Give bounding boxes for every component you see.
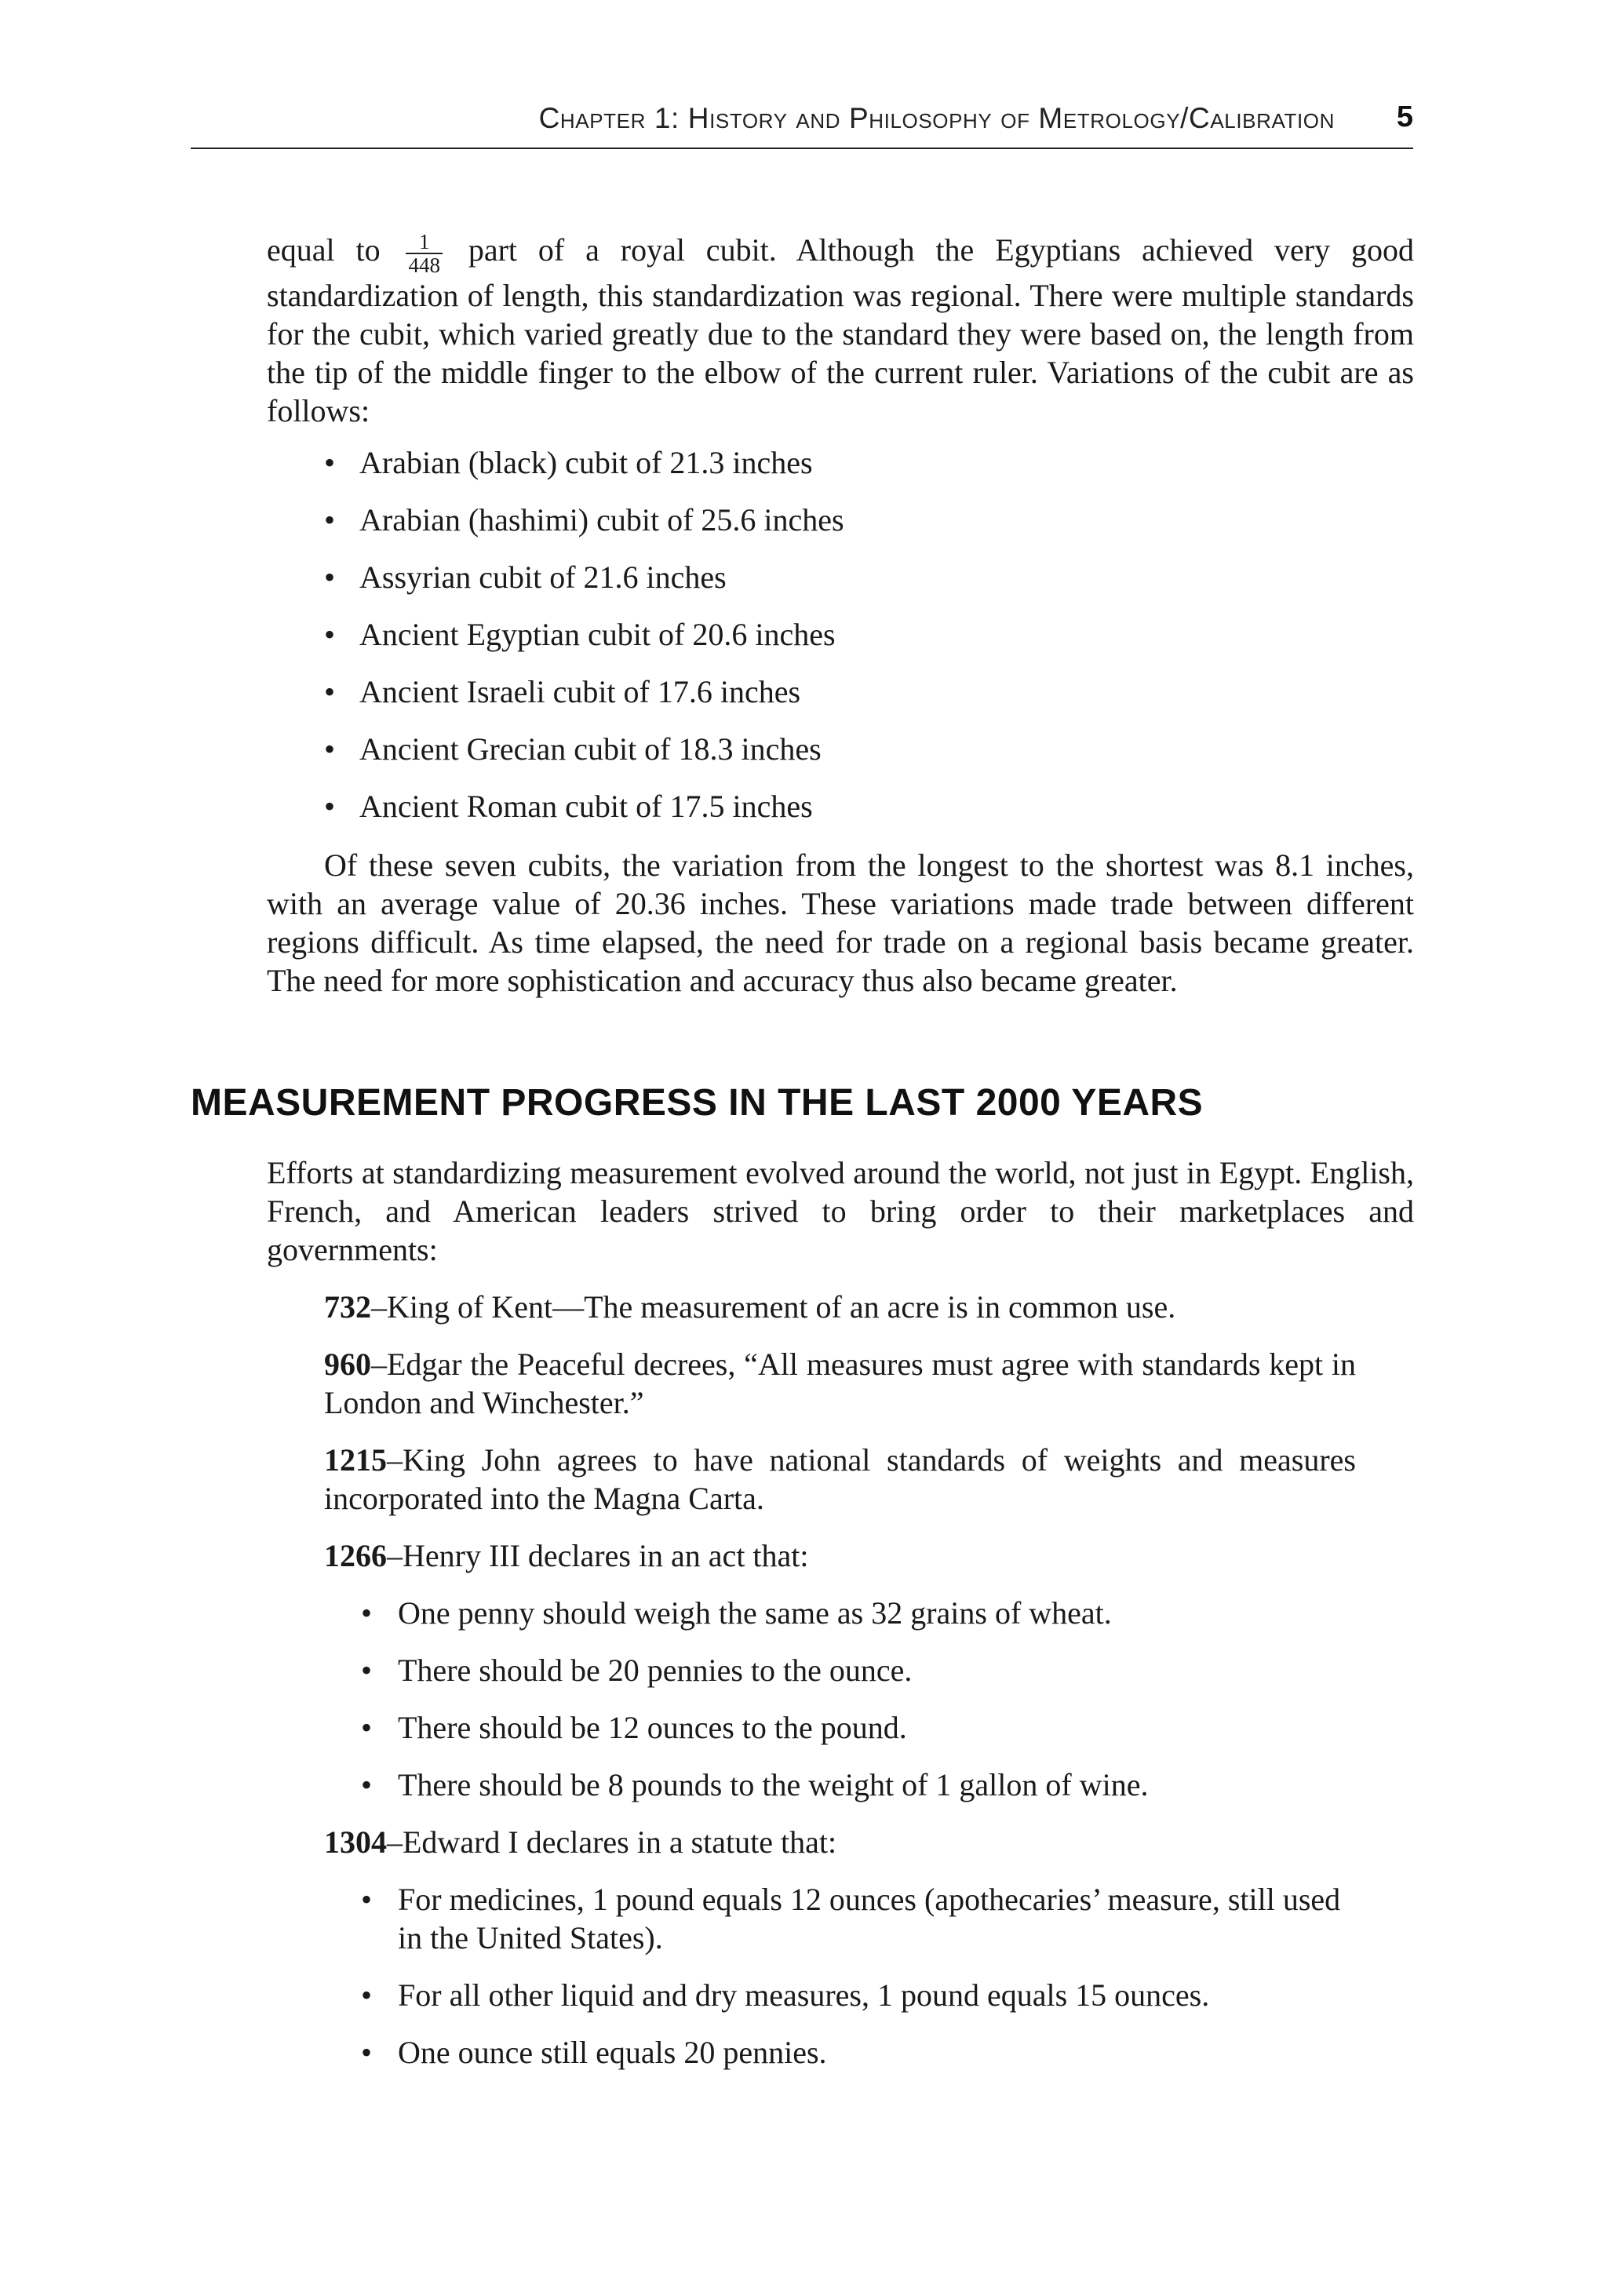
henry-item: There should be 20 pennies to the ounce. [398, 1653, 913, 1688]
running-title: Chapter 1: History and Philosophy of Metrology/Calibration [538, 102, 1335, 134]
timeline-entry [324, 1441, 1356, 1518]
entry-year: 1266 [324, 1538, 387, 1573]
timeline-entry [324, 1345, 1356, 1422]
list-item [361, 1976, 1356, 2014]
section-intro: Efforts at standardizing measurement evolved around the world, not just in Egypt. English, French, and American leaders strived to bring order to their marketplaces and governments: [267, 1155, 1414, 1267]
list-item [324, 558, 1414, 596]
bullet-icon: • [361, 1882, 373, 1917]
running-header [191, 102, 1413, 149]
intro-rest: part of a royal cubit. Although the Egyptians achieved very good standardization of length, this standardization was regional. There were multiple standards for the cubit, which varied greatly due to the standard they were based on, the length from the tip of the middle finger to the elbow of the current ruler. Variations of the cubit are as follows: [267, 232, 1414, 428]
cubit-item: Assyrian cubit of 21.6 inches [359, 559, 727, 595]
cubit-item: Arabian (black) cubit of 21.3 inches [359, 445, 813, 480]
edward-item: For all other liquid and dry measures, 1 pound equals 15 ounces. [398, 1977, 1210, 2013]
bullet-icon: • [361, 1595, 373, 1631]
entry-text: –Edward I declares in a statute that: [387, 1824, 837, 1860]
entry-text: –King of Kent—The measurement of an acre is in common use. [371, 1289, 1176, 1325]
list-item [324, 615, 1414, 654]
cubit-item: Arabian (hashimi) cubit of 25.6 inches [359, 502, 844, 538]
list-item [361, 1766, 1356, 1804]
section-heading: MEASUREMENT PROGRESS IN THE LAST 2000 YEARS [191, 1082, 1204, 1124]
cubit-item: Ancient Grecian cubit of 18.3 inches [359, 731, 822, 767]
intro-block [267, 231, 1414, 430]
fraction-numerator: 1 [406, 231, 443, 254]
bullet-icon: • [324, 445, 336, 480]
bullet-icon: • [361, 2035, 373, 2070]
entry-year: 1215 [324, 1442, 387, 1478]
henry-list [361, 1594, 1356, 1804]
fraction [406, 231, 443, 276]
cubit-item: Ancient Israeli cubit of 17.6 inches [359, 674, 801, 709]
entry-year: 1304 [324, 1824, 387, 1860]
bullet-icon: • [324, 731, 336, 767]
bullet-icon: • [361, 1977, 373, 2013]
list-item [361, 1651, 1356, 1689]
fraction-denominator: 448 [408, 253, 440, 277]
entry-text: –King John agrees to have national standards of weights and measures incorporated into the Magna Carta. [324, 1442, 1356, 1516]
entry-text: –Edgar the Peaceful decrees, “All measures must agree with standards kept in London and Winchester.” [324, 1347, 1356, 1420]
list-item [324, 787, 1414, 825]
bullet-icon: • [324, 789, 336, 824]
edward-list [361, 1880, 1356, 2072]
edward-item: One ounce still equals 20 pennies. [398, 2035, 827, 2070]
bullet-icon: • [324, 674, 336, 709]
list-item [361, 1880, 1356, 1957]
cubit-item: Ancient Roman cubit of 17.5 inches [359, 789, 813, 824]
timeline-entry [324, 1288, 1356, 1326]
list-item [361, 1594, 1356, 1632]
cubit-list-block [324, 443, 1414, 844]
list-item [361, 1708, 1356, 1747]
entry-year: 732 [324, 1289, 371, 1325]
henry-item: There should be 12 ounces to the pound. [398, 1710, 907, 1745]
list-item [324, 443, 1414, 482]
summary-paragraph: Of these seven cubits, the variation from the longest to the shortest was 8.1 inches, with an average value of 20.36 inches. These variations made trade between different regions difficult. As time elapsed, the need for trade on a regional basis became greater. The need for more sophistication and accuracy thus also became greater. [267, 847, 1414, 998]
entry-year: 960 [324, 1347, 371, 1382]
cubit-list [324, 443, 1414, 825]
bullet-icon: • [361, 1767, 373, 1802]
cubit-item: Ancient Egyptian cubit of 20.6 inches [359, 617, 836, 652]
bullet-icon: • [324, 617, 336, 652]
list-item [324, 501, 1414, 539]
timeline-entry [324, 1823, 1356, 1861]
timeline-entry [324, 1536, 1356, 1575]
bullet-icon: • [324, 559, 336, 595]
list-item [361, 2033, 1356, 2072]
bullet-icon: • [361, 1653, 373, 1688]
bullet-icon: • [324, 502, 336, 538]
entry-text: –Henry III declares in an act that: [387, 1538, 809, 1573]
section-intro-block [267, 1153, 1414, 1269]
list-item [324, 730, 1414, 768]
timeline [324, 1288, 1356, 2090]
edward-item: For medicines, 1 pound equals 12 ounces (apothecaries’ measure, still used in the United States). [398, 1882, 1341, 1955]
intro-lead: equal to [267, 232, 381, 268]
henry-item: There should be 8 pounds to the weight of 1 gallon of wine. [398, 1767, 1149, 1802]
intro-paragraph [267, 231, 1414, 430]
summary-block [267, 846, 1414, 1000]
henry-item: One penny should weigh the same as 32 grains of wheat. [398, 1595, 1112, 1631]
page-number: 5 [1396, 100, 1413, 133]
list-item [324, 672, 1414, 711]
bullet-icon: • [361, 1710, 373, 1745]
